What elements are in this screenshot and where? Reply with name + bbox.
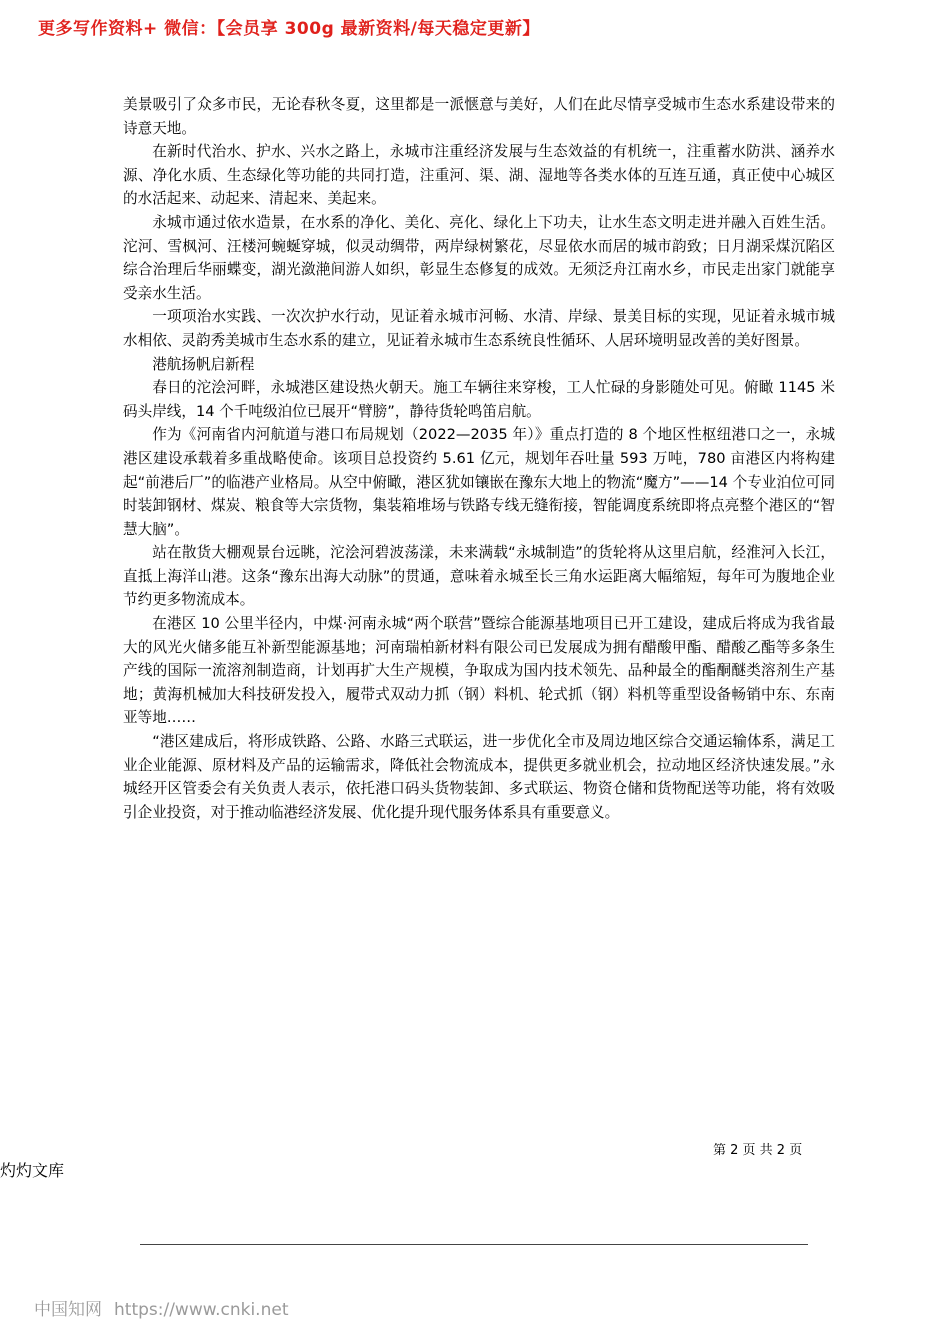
promo-banner: 更多写作资料+ 微信：【会员享 300g 最新资料/每天稳定更新】 xyxy=(38,19,540,39)
library-name: 灼灼文库 xyxy=(0,1161,65,1180)
paragraph: “港区建成后，将形成铁路、公路、水路三式联运，进一步优化全市及周边地区综合交通运输体系，满足工业企业能源、原材料及产品的运输需求，降低社会物流成本，提供更多就业机会，拉动地区经济快速发展。”永城经开区管委会有关负责人表示，依托港口码头货物装卸、多式联运、物资仓储和货物配送等功能，将有效吸引企业投资，对于推动临港经济发展、优化提升现代服务体系具有重要意义。 xyxy=(123,733,835,821)
paragraph: 一项项治水实践、一次次护水行动，见证着永城市河畅、水清、岸绿、景美目标的实现，见证着永城市城水相依、灵韵秀美城市生态水系的建立，见证着永城市生态系统良性循环、人居环境明显改善的美好图景。 xyxy=(123,308,835,349)
paragraph: 春日的沱浍河畔，永城港区建设热火朝天。施工车辆往来穿梭，工人忙碌的身影随处可见。俯瞰 1145 米码头岸线，14 个千吨级泊位已展开“臂膀”，静待货轮鸣笛启航。 xyxy=(123,379,835,420)
paragraph: 永城市通过依水造景，在水系的净化、美化、亮化、绿化上下功夫，让水生态文明走进并融入百姓生活。沱河、雪枫河、汪楼河蜿蜒穿城，似灵动绸带，两岸绿树繁花，尽显依水而居的城市韵致；日月湖采煤沉陷区综合治理后华丽蝶变，湖光潋滟间游人如织，彰显生态修复的成效。无须泛舟江南水乡，市民走出家门就能享受亲水生活。 xyxy=(123,213,835,302)
page-number: 第 2 页 共 2 页 xyxy=(713,1143,803,1158)
paragraph: 作为《河南省内河航道与港口布局规划（2022—2035 年）》重点打造的 8 个地区性枢纽港口之一，永城港区建设承载着多重战略使命。该项目总投资约 5.61 亿元，规划年吞吐量 593 万吨，780 亩港区内将构建起“前港后厂”的临港产业格局。从空中俯瞰，港区犹如镶嵌在豫东大地上的物流“魔方”——14 个专业泊位可同时装卸钢材、煤炭、粮食等大宗货物，集装箱堆场与铁路专线无缝衔接，智能调度系统即将点亮整个港区的“智慧大脑”。 xyxy=(123,426,835,538)
watermark xyxy=(34,1295,288,1320)
paragraph: 站在散货大棚观景台远眺，沱浍河碧波荡漾，未来满载“永城制造”的货轮将从这里启航，经淮河入长江，直抵上海洋山港。这条“豫东出海大动脉”的贯通，意味着永城至长三角水运距离大幅缩短，每年可为腹地企业节约更多物流成本。 xyxy=(123,544,835,609)
paragraph: 在新时代治水、护水、兴水之路上，永城市注重经济发展与生态效益的有机统一，注重蓄水防洪、涵养水源、净化水质、生态绿化等功能的共同打造，注重河、渠、湖、湿地等各类水体的互连互通，真正使中心城区的水活起来、动起来、清起来、美起来。 xyxy=(123,143,835,208)
paragraph: 美景吸引了众多市民，无论春秋冬夏，这里都是一派惬意与美好，人们在此尽情享受城市生态水系建设带来的诗意天地。 xyxy=(123,96,835,137)
footer-divider xyxy=(140,1244,808,1245)
section-heading: 港航扬帆启新程 xyxy=(152,355,255,373)
watermark-name: 中国知网 xyxy=(34,1300,102,1320)
article-body xyxy=(123,93,835,824)
watermark-url: https://www.cnki.net xyxy=(114,1300,289,1320)
paragraph: 在港区 10 公里半径内，中煤·河南永城“两个联营”暨综合能源基地项目已开工建设，建成后将成为我省最大的风光火储多能互补新型能源基地；河南瑞柏新材料有限公司已发展成为拥有醋酸甲酯、醋酸乙酯等多条生产线的国际一流溶剂制造商，计划再扩大生产规模，争取成为国内技术领先、品种最全的酯酮醚类溶剂生产基地；黄海机械加大科技研发投入，履带式双动力抓（钢）料机、轮式抓（钢）料机等重型设备畅销中东、东南亚等地…… xyxy=(123,615,835,727)
